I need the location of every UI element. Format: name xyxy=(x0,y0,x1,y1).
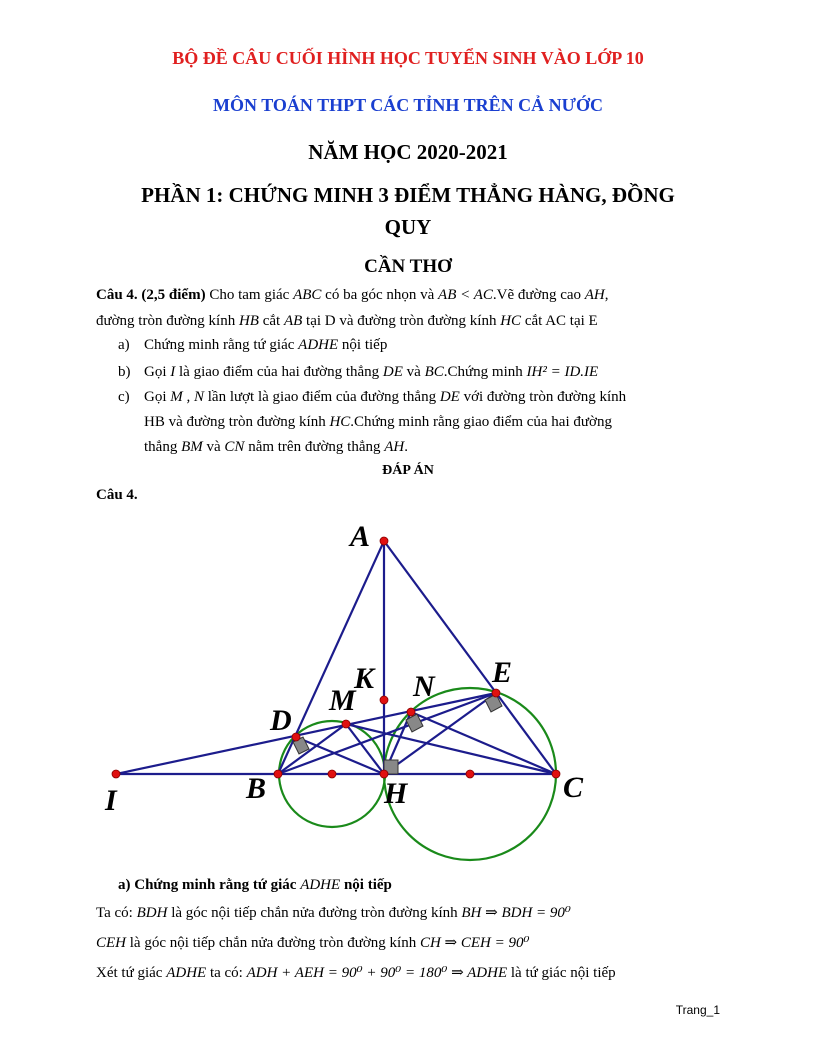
answer-label: Câu 4. xyxy=(96,487,138,503)
point-b xyxy=(274,770,282,778)
label-i: I xyxy=(105,784,117,817)
point-k xyxy=(380,696,388,704)
title-line-1: BỘ ĐỀ CÂU CUỐI HÌNH HỌC TUYỂN SINH VÀO LỚP 10 xyxy=(172,48,644,68)
question-b: b) Gọi I là giao điểm của hai đường thẳng DE và BC.Chứng minh IH² = ID.IE xyxy=(118,364,599,380)
solution-a-heading: a) Chứng minh rằng tứ giác ADHE nội tiếp xyxy=(118,877,392,893)
point-center-hb xyxy=(328,770,336,778)
solution-line-3: Xét tứ giác ADHE ta có: ADH + AEH = 90⁰ + 90⁰ = 180⁰ ⇒ ADHE là tứ giác nội tiếp xyxy=(96,965,616,981)
label-n: N xyxy=(413,670,435,703)
point-d xyxy=(292,733,300,741)
part-title-line-2: QUY xyxy=(384,215,432,239)
part-title-line-1: PHẦN 1: CHỨNG MINH 3 ĐIỂM THẲNG HÀNG, ĐỒNG xyxy=(141,183,675,207)
title-line-2: MÔN TOÁN THPT CÁC TỈNH TRÊN CẢ NƯỚC xyxy=(213,95,603,115)
answer-title: ĐÁP ÁN xyxy=(382,463,434,478)
page-number: Trang_1 xyxy=(675,1003,720,1017)
label-c: C xyxy=(563,771,584,804)
question-c-line-3: thẳng BM và CN nằm trên đường thẳng AH. xyxy=(144,439,408,455)
problem-line-1: Câu 4. (2,5 điểm) Cho tam giác ABC có ba góc nhọn và AB < AC.Vẽ đường cao AH, xyxy=(96,287,609,303)
label-k: K xyxy=(354,662,375,695)
problem-line-2: đường tròn đường kính HB cắt AB tại D và đường tròn đường kính HC cắt AC tại E xyxy=(96,313,598,329)
point-n xyxy=(407,708,415,716)
point-center-hc xyxy=(466,770,474,778)
label-h: H xyxy=(384,777,408,810)
point-c xyxy=(552,770,560,778)
label-d: D xyxy=(270,704,292,737)
point-e xyxy=(492,689,500,697)
point-m xyxy=(342,720,350,728)
problem-label: Câu 4. (2,5 điểm) xyxy=(96,287,206,303)
question-c-line-2: HB và đường tròn đường kính HC.Chứng minh rằng giao điểm của hai đường xyxy=(144,414,612,430)
school-year: NĂM HỌC 2020-2021 xyxy=(308,140,508,164)
question-a: a) Chứng minh rằng tứ giác ADHE nội tiếp xyxy=(118,337,388,353)
label-e: E xyxy=(492,656,513,689)
point-i xyxy=(112,770,120,778)
question-c: c) Gọi M , N lần lượt là giao điểm của đường thẳng DE với đường tròn đường kính xyxy=(118,389,627,405)
label-m: M xyxy=(329,684,356,717)
solution-line-1: Ta có: BDH là góc nội tiếp chắn nửa đường tròn đường kính BH ⇒ BDH = 90⁰ xyxy=(96,905,571,921)
label-a: A xyxy=(350,520,371,553)
province-heading: CẦN THƠ xyxy=(364,256,452,277)
solution-line-2: CEH là góc nội tiếp chắn nửa đường tròn đường kính CH ⇒ CEH = 90⁰ xyxy=(96,935,530,951)
point-a xyxy=(380,537,388,545)
label-b: B xyxy=(246,772,267,805)
